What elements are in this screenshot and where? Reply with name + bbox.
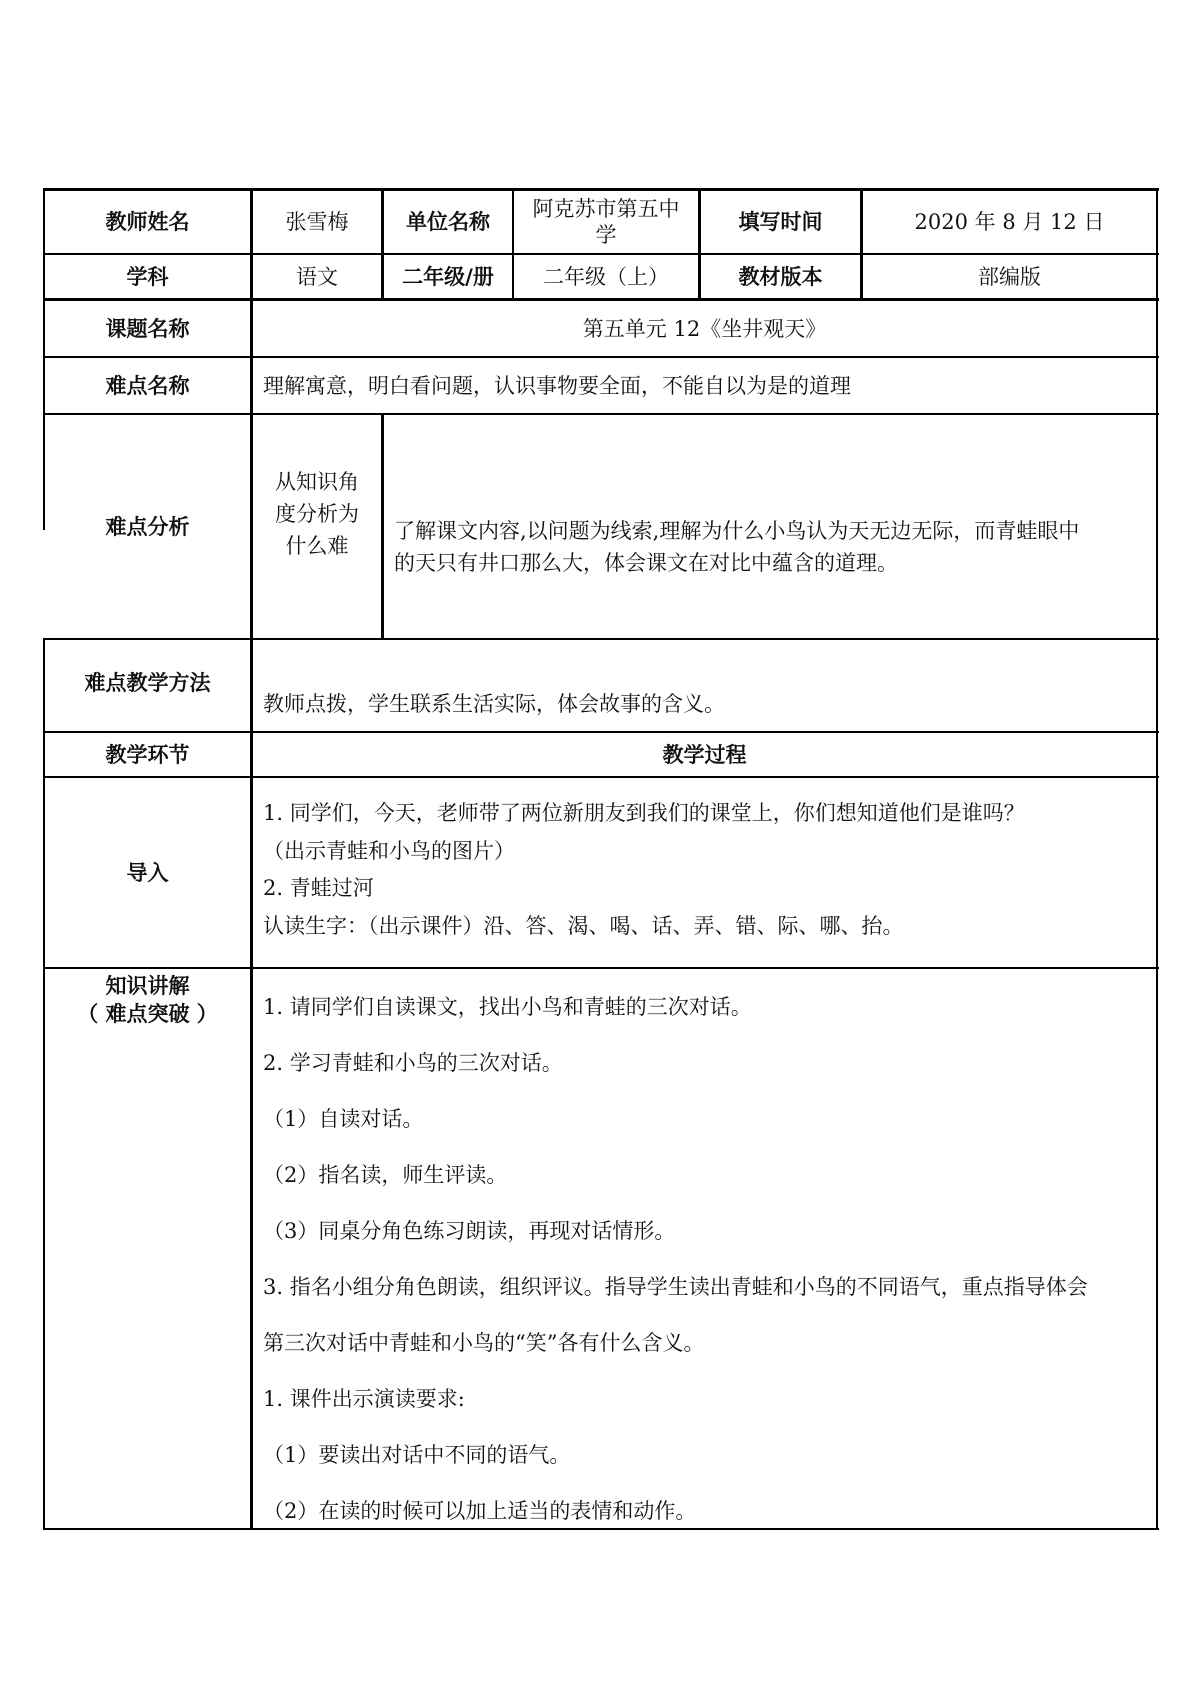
difficulty-value: 理解寓意，明白看问题，认识事物要全面，不能自以为是的道理	[263, 373, 851, 398]
knowledge-line: （2）指名读，师生评读。	[263, 1163, 508, 1187]
analysis-text-line2: 的天只有井口那么大，体会课文在对比中蕴含的道理。	[394, 551, 898, 575]
intro-label: 导入	[126, 860, 169, 885]
fill-date-label: 填写时间	[738, 210, 823, 234]
subject-value: 语文	[296, 264, 338, 289]
method-value: 教师点拨，学生联系生活实际，体会故事的含义。	[263, 692, 725, 716]
unit-name-value-line2: 学	[595, 223, 617, 247]
intro-line: （出示青蛙和小鸟的图片）	[263, 839, 515, 863]
intro-line: 2. 青蛙过河	[263, 876, 374, 900]
knowledge-line: 3. 指名小组分角色朗读，组织评议。指导学生读出青蛙和小鸟的不同语气，重点指导体会	[263, 1275, 1088, 1299]
analysis-sub-label	[253, 415, 381, 638]
subject-label: 学科	[126, 264, 169, 289]
knowledge-line: （2）在读的时候可以加上适当的表情和动作。	[263, 1499, 697, 1523]
knowledge-line: 2. 学习青蛙和小鸟的三次对话。	[263, 1051, 563, 1075]
unit-name-value	[514, 191, 698, 253]
unit-name-value-line1: 阿克苏市第五中	[532, 197, 680, 221]
table-border-bottom	[43, 1528, 1159, 1530]
analysis-sub-label-line: 度分析为	[275, 501, 359, 526]
analysis-sub-label-line: 什么难	[285, 533, 349, 558]
knowledge-line: 1. 请同学们自读课文，找出小鸟和青蛙的三次对话。	[263, 995, 752, 1019]
intro-line: 1. 同学们，今天，老师带了两位新朋友到我们的课堂上，你们想知道他们是谁吗？	[263, 801, 1025, 825]
edition-label: 教材版本	[738, 264, 823, 289]
process-column-header: 教学过程	[662, 742, 747, 767]
teacher-name-value: 张雪梅	[285, 210, 349, 234]
topic-value: 第五单元 12《坐井观天》	[582, 316, 827, 341]
knowledge-line: （1）要读出对话中不同的语气。	[263, 1443, 571, 1467]
knowledge-line: 第三次对话中青蛙和小鸟的“笑”各有什么含义。	[263, 1331, 705, 1355]
knowledge-line: 1. 课件出示演读要求:	[263, 1387, 465, 1411]
analysis-sub-label-line: 从知识角	[275, 469, 359, 494]
intro-line: 认读生字：（出示课件）沿、答、渴、喝、话、弄、错、际、哪、抬。	[263, 914, 904, 938]
edition-value: 部编版	[978, 264, 1041, 289]
topic-label: 课题名称	[105, 316, 190, 341]
teacher-name-label: 教师姓名	[105, 210, 190, 234]
knowledge-line: （1）自读对话。	[263, 1107, 424, 1131]
stage-column-header: 教学环节	[105, 742, 190, 767]
table-border-right	[1156, 188, 1158, 1530]
knowledge-label	[45, 970, 250, 1030]
row-divider	[43, 967, 1159, 969]
unit-name-label: 单位名称	[406, 210, 490, 234]
grade-label: 二年级/册	[402, 264, 494, 289]
column-divider	[250, 188, 253, 1530]
column-divider	[381, 413, 384, 640]
analysis-text-line1: 了解课文内容,以问题为线索,理解为什么小鸟认为天无边无际，而青蛙眼中	[394, 519, 1080, 543]
difficulty-label: 难点名称	[105, 373, 190, 398]
analysis-label: 难点分析	[105, 514, 190, 539]
fill-date-value: 2020 年 8 月 12 日	[914, 210, 1105, 234]
knowledge-line: （3）同桌分角色练习朗读，再现对话情形。	[263, 1219, 676, 1243]
grade-value: 二年级（上）	[543, 264, 669, 289]
knowledge-label-line1: 知识讲解	[105, 974, 190, 998]
method-label: 难点教学方法	[84, 670, 211, 695]
knowledge-label-line2: （ 难点突破 ）	[77, 1002, 218, 1026]
